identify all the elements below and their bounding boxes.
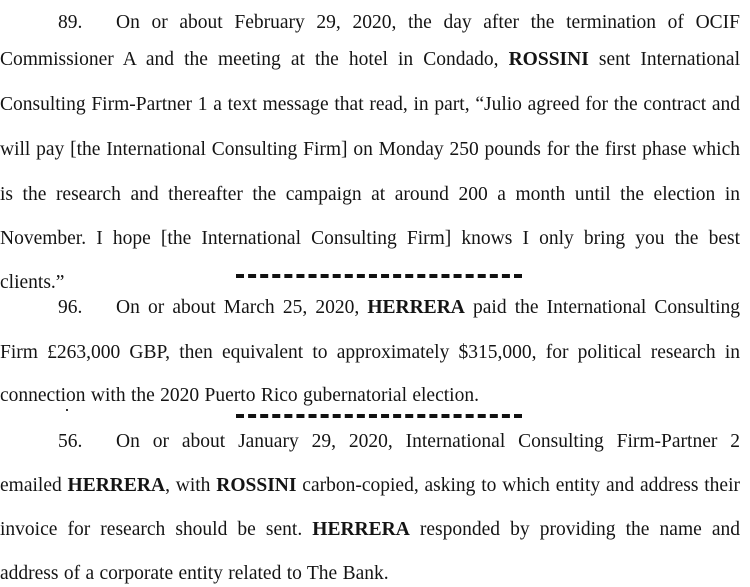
paragraph-56-number: 56. <box>58 431 83 452</box>
paragraph-89-line-3: Consulting Firm-Partner 1 a text message that read, in part, “Julio agreed for the contract and <box>0 94 740 115</box>
paragraph-96-number: 96. <box>58 297 83 318</box>
redaction-separator <box>236 414 522 418</box>
paragraph-89-line-6: November. I hope [the International Consulting Firm] knows I only bring you the best <box>0 228 740 249</box>
paragraph-96-line-3: connection with the 2020 Puerto Rico gubernatorial election. <box>0 385 479 406</box>
paragraph-96-line-1: 96. On or about March 25, 2020, HERRERA paid the International Consulting <box>58 293 740 323</box>
defendant-name: HERRERA <box>367 297 465 318</box>
paragraph-89-number: 89. <box>58 12 83 33</box>
defendant-name: ROSSINI <box>508 49 589 70</box>
paragraph-89-line-4: will pay [the International Consulting Firm] on Monday 250 pounds for the first phase which <box>0 139 740 160</box>
paragraph-89-line-7: clients.” <box>0 272 65 293</box>
paragraph-89-line-2: Commissioner A and the meeting at the hotel in Condado, ROSSINI sent International <box>0 49 740 70</box>
scan-speck <box>66 409 68 411</box>
defendant-name: HERRERA <box>312 519 410 540</box>
redaction-separator <box>236 274 522 278</box>
paragraph-96-line-2: Firm £263,000 GBP, then equivalent to approximately $315,000, for political research in <box>0 342 740 363</box>
paragraph-89-line-5: is the research and thereafter the campaign at around 200 a month until the election in <box>0 184 740 205</box>
paragraph-56-line-2: emailed HERRERA, with ROSSINI carbon-copied, asking to which entity and address their <box>0 475 740 496</box>
paragraph-56-line-3: invoice for research should be sent. HERRERA responded by providing the name and <box>0 519 741 540</box>
paragraph-56-line-4: address of a corporate entity related to The Bank. <box>0 563 389 584</box>
paragraph-89-line-1: 89. On or about February 29, 2020, the day after the termination of OCIF <box>58 8 740 38</box>
defendant-name: HERRERA <box>67 475 166 496</box>
defendant-name: ROSSINI <box>216 475 297 496</box>
paragraph-56-line-1: 56. On or about January 29, 2020, International Consulting Firm-Partner 2 <box>58 427 740 457</box>
